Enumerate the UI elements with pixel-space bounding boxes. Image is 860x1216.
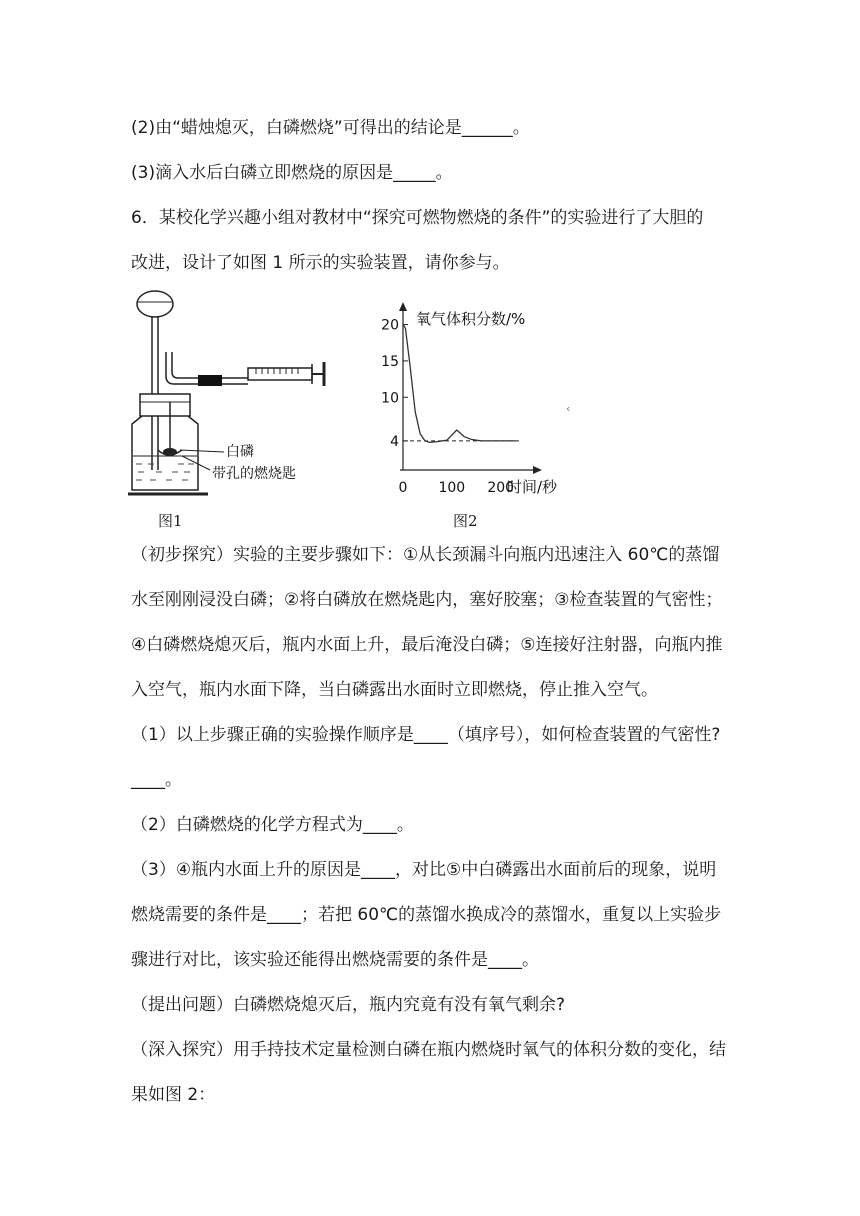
white-phosphorus bbox=[163, 448, 177, 456]
text-line: 改进，设计了如图 1 所示的实验装置，请你参与。 bbox=[131, 253, 510, 273]
y-tick-label: 20 bbox=[381, 317, 399, 334]
text-line: 果如图 2： bbox=[131, 1085, 216, 1105]
y-tick-label: 15 bbox=[381, 353, 399, 370]
text-line: 6．某校化学兴趣小组对教材中“探究可燃物燃烧的条件”的实验进行了大胆的 bbox=[131, 208, 704, 228]
text-line: (2)由“蜡烛熄灭，白磷燃烧”可得出的结论是______。 bbox=[131, 118, 530, 138]
x-axis-label: 时间/秒 bbox=[507, 478, 558, 496]
text-line: （2）白磷燃烧的化学方程式为____。 bbox=[131, 815, 414, 835]
figure-1-apparatus bbox=[128, 284, 368, 524]
y-axis-arrow bbox=[399, 302, 407, 311]
figure-1-caption: 图1 bbox=[158, 512, 183, 530]
stray-mark: ‹ bbox=[566, 402, 571, 415]
y-tick-label: 4 bbox=[390, 433, 399, 450]
y-tick-label: 10 bbox=[381, 390, 399, 407]
x-tick-label: 100 bbox=[438, 480, 466, 496]
text-line: ④白磷燃烧熄灭后，瓶内水面上升，最后淹没白磷；⑤连接好注射器，向瓶内推 bbox=[131, 635, 723, 655]
label-spoon: 带孔的燃烧匙 bbox=[212, 466, 296, 482]
series-line bbox=[403, 325, 515, 443]
text-line: （初步探究）实验的主要步骤如下：①从长颈漏斗向瓶内迅速注入 60℃的蒸馏 bbox=[131, 545, 720, 565]
x-tick-label: 200 bbox=[487, 480, 515, 496]
text-line: （3）④瓶内水面上升的原因是____，对比⑤中白磷露出水面前后的现象，说明 bbox=[131, 860, 717, 880]
figure-2-caption: 图2 bbox=[453, 512, 478, 530]
text-line: （提出问题）白磷燃烧熄灭后，瓶内究竟有没有氧气剩余? bbox=[131, 995, 566, 1015]
text-line: 骤进行对比，该实验还能得出燃烧需要的条件是____。 bbox=[131, 950, 539, 970]
text-line: 燃烧需要的条件是____；若把 60℃的蒸馏水换成冷的蒸馏水，重复以上实验步 bbox=[131, 905, 722, 925]
text-line: 水至刚刚浸没白磷；②将白磷放在燃烧匙内，塞好胶塞；③检查装置的气密性； bbox=[131, 590, 723, 610]
x-tick-label: 0 bbox=[398, 480, 408, 496]
funnel-bulb bbox=[137, 291, 173, 317]
text-line: 入空气，瓶内水面下降，当白磷露出水面时立即燃烧，停止推入空气。 bbox=[131, 680, 658, 700]
rubber-connector bbox=[198, 375, 222, 386]
x-axis-arrow bbox=[533, 466, 542, 474]
label-phosphorus: 白磷 bbox=[226, 444, 254, 460]
rubber-stopper bbox=[140, 394, 190, 416]
figure-2-chart bbox=[370, 300, 580, 500]
text-line: （深入探究）用手持技术定量检测白磷在瓶内燃烧时氧气的体积分数的变化，结 bbox=[131, 1040, 726, 1060]
text-line: (3)滴入水后白磷立即燃烧的原因是_____。 bbox=[131, 163, 453, 183]
text-line: （1）以上步骤正确的实验操作顺序是____（填序号），如何检查装置的气密性? bbox=[131, 725, 721, 745]
y-axis-label: 氧气体积分数/% bbox=[416, 310, 526, 328]
text-line: ____。 bbox=[131, 770, 182, 790]
